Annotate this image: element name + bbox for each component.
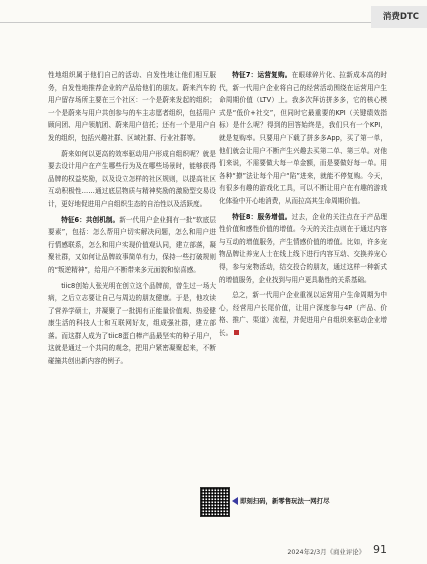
paragraph	[48, 214, 216, 277]
promo-block	[192, 487, 342, 519]
paragraph	[219, 211, 387, 287]
paragraph-text: 过去，企业的关注点在于产品理性价值和感性价值的增值。今天的关注点则在于通过内容与互动的增值服务，产生情感价值的增值。比如，许多宠物品牌让养宠人士在线上线下进行内容互动、交换养宠心得，参与宠物活动，结交投合的朋友，通过这样一种新式的增值服务，企业找到与用户更具黏性的关系基础。	[219, 212, 387, 284]
paragraph-text: 在眼球碎片化、拉新成本高的时代，新一代用户企业将自己的经营活动围绕在运营用户生命周期价值（LTV）上。我多次拜访拼多多，它的核心模式是“低价+社交”，但同时它最重要的KPI（关键绩效指标）是什么呢？得到的回答始终是，我们只有一个KPI，就是复购率。只要用户下载了拼多多App，买了第一单，他们就会让用户不断产生兴趣去买第二单、第三单。对他们来说，不需要做大每一单金额，而是要做好每一单。用各种“撩”法让每个用户“陷”进来，就能不停复购。今天，有很多有趣的游戏化工具，可以不断让用户在有趣的游戏化体验中开心地消费，从而拉高其生命周期价值。	[219, 71, 387, 205]
paragraph	[219, 289, 387, 339]
feature-heading: 特征6：共创机制。	[61, 215, 120, 224]
right-column	[219, 69, 387, 342]
paragraph	[48, 280, 216, 368]
footer-issue: 2024年2/3月《商业评论》	[287, 548, 365, 556]
paragraph	[48, 148, 216, 211]
feature-heading: 特征8：服务增值。	[232, 212, 292, 221]
section-tab: 消费DTC	[371, 6, 427, 28]
paragraph-text: 新一代用户企业拥有一批“软底层要素”，包括：怎么帮用户切实解决问题，怎么和用户进行情感联系，怎么和用户实现价值观认同，建立部落，凝聚社群，又如何让品牌故事简单有力，保持一些打破规则的“叛逆精神”，给用户不断带来多元面貌和惊喜感。	[48, 215, 217, 274]
paragraph-text: 总之，新一代用户企业重视以运营用户生命周期为中心，经营用户长尾价值，让用户深度参与4P（产品、价格、推广、渠道）流程，并促进用户自组织来驱动企业增长。	[219, 291, 387, 337]
header-rule	[0, 22, 427, 23]
paragraph	[219, 69, 387, 208]
paragraph-text: 蔚来如何以更高的效率驱动用户形成自组织呢？就是要去设计用户在产生哪些行为及在哪些场景时，能够获得品牌的权益奖励，以及设立怎样的社区规则，以提高社区互动积极性……通过底层物质与精神奖励的激励型交易设计，更好地促进用户自组织生态的自治性以及活跃度。	[48, 149, 216, 208]
left-column	[48, 69, 216, 371]
page-number: 91	[373, 543, 387, 556]
end-mark	[234, 330, 239, 335]
arrow-left-icon	[232, 497, 238, 505]
promo-text: 即刻扫码，新零售玩法一网打尽	[240, 497, 330, 505]
paragraph-text: tiic8创始人张光明在创立这个品牌前，曾生过一场大病，之后立志要让自己与周边的朋友健康。于是，他攻读了营养学硕士，并凝聚了一批拥有正能量价值观、热爱健康生活的科技人士和互联网好友，组成强社群，建立部落。而这群人成为了tiic8蛋白棒产品最坚实的种子用户，这就是通过一个共同的观念，把用户紧密凝聚起来，不断碰撞共创出新内容的例子。	[48, 281, 216, 366]
paragraph-text: 性地组织属于他们自己的活动、自发性地让他们相互服务，自发性地推荐企业的产品给他们的朋友。蔚来汽车的用户留存场所主要在三个社区：一个是蔚来发起的组织；一个是蔚来与用户共创参与的车主志愿者组织，包括用户顾问团、用户领航团、蔚来用户信托；还有一个是用户自发的组织，包括兴趣社群、区域社群、行业社群等。	[48, 71, 216, 142]
feature-heading: 特征7：运营复购。	[232, 71, 292, 79]
paragraph	[48, 69, 216, 145]
qr-code-icon[interactable]	[200, 487, 230, 517]
